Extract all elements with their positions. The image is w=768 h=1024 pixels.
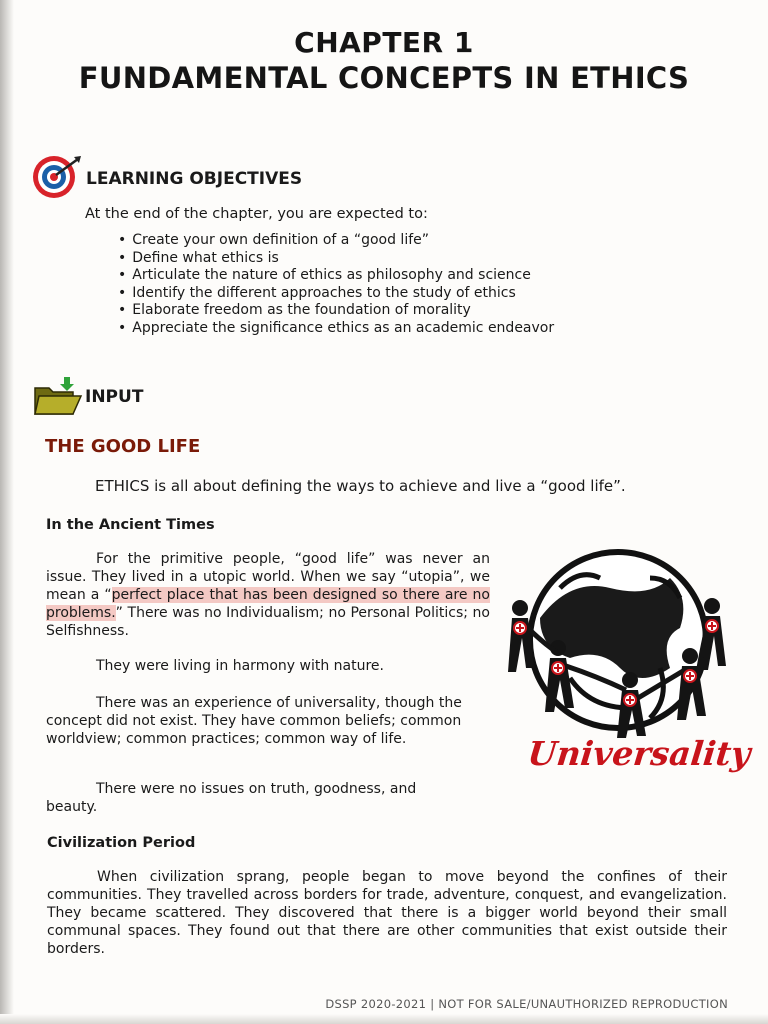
page-left-shadow [0, 0, 14, 1024]
chapter-header [0, 26, 768, 95]
section-title: THE GOOD LIFE [45, 436, 201, 457]
civilization-paragraph: When civilization sprang, people began to move beyond the confines of their communities. They travelled across borders for trade, adventure, conquest, and evangelization. They became scattered. They discovered that there is a bigger world beyond their small communal spaces. They found out that there are other communities that exist outside their borders. [47, 869, 727, 957]
list-item: • Define what ethics is [118, 250, 554, 268]
learning-objectives-title: LEARNING OBJECTIVES [86, 169, 303, 189]
civilization-heading: Civilization Period [47, 835, 196, 851]
ancient-paragraph-2: They were living in harmony with nature. [96, 658, 384, 674]
chapter-title: FUNDAMENTAL CONCEPTS IN ETHICS [78, 61, 690, 95]
learning-objectives-intro: At the end of the chapter, you are expected to: [85, 206, 428, 222]
footer-text: DSSP 2020-2021 | NOT FOR SALE/UNAUTHORIZED REPRODUCTION [325, 997, 728, 1011]
ancient-times-heading: In the Ancient Times [46, 517, 215, 533]
list-item: • Identify the different approaches to the study of ethics [118, 285, 554, 303]
input-heading [33, 376, 143, 418]
learning-objectives-heading [30, 153, 302, 201]
highlighted-text: perfect place that has been designed so there are no problems. [46, 587, 490, 621]
input-title: INPUT [85, 387, 144, 407]
ancient-paragraph-4: There were no issues on truth, goodness, and beauty. [46, 781, 417, 815]
universality-illustration [500, 548, 732, 738]
list-item: • Elaborate freedom as the foundation of morality [118, 302, 554, 320]
objectives-list [118, 232, 554, 337]
chapter-label: CHAPTER 1 [294, 26, 474, 59]
ancient-paragraph-1: For the primitive people, “good life” was never an issue. They lived in a utopic world. When we say “utopia”, we mean a “perfect place that has been designed so there are no problems.” There was no Individualism; no Personal Politics; no Selfishness. [46, 551, 490, 639]
universality-label: Universality [525, 734, 753, 773]
ancient-paragraph-3: There was an experience of universality, though the concept did not exist. They have common beliefs; common worldview; common practices; common way of life. [46, 695, 462, 747]
list-item: • Appreciate the significance ethics as an academic endeavor [118, 320, 554, 338]
target-icon [30, 153, 82, 201]
folder-icon [33, 376, 83, 418]
page-bottom-edge [0, 1014, 768, 1024]
list-item: • Create your own definition of a “good life” [118, 232, 554, 250]
list-item: • Articulate the nature of ethics as philosophy and science [118, 267, 554, 285]
ethics-intro: ETHICS is all about defining the ways to achieve and live a “good life”. [95, 477, 626, 495]
